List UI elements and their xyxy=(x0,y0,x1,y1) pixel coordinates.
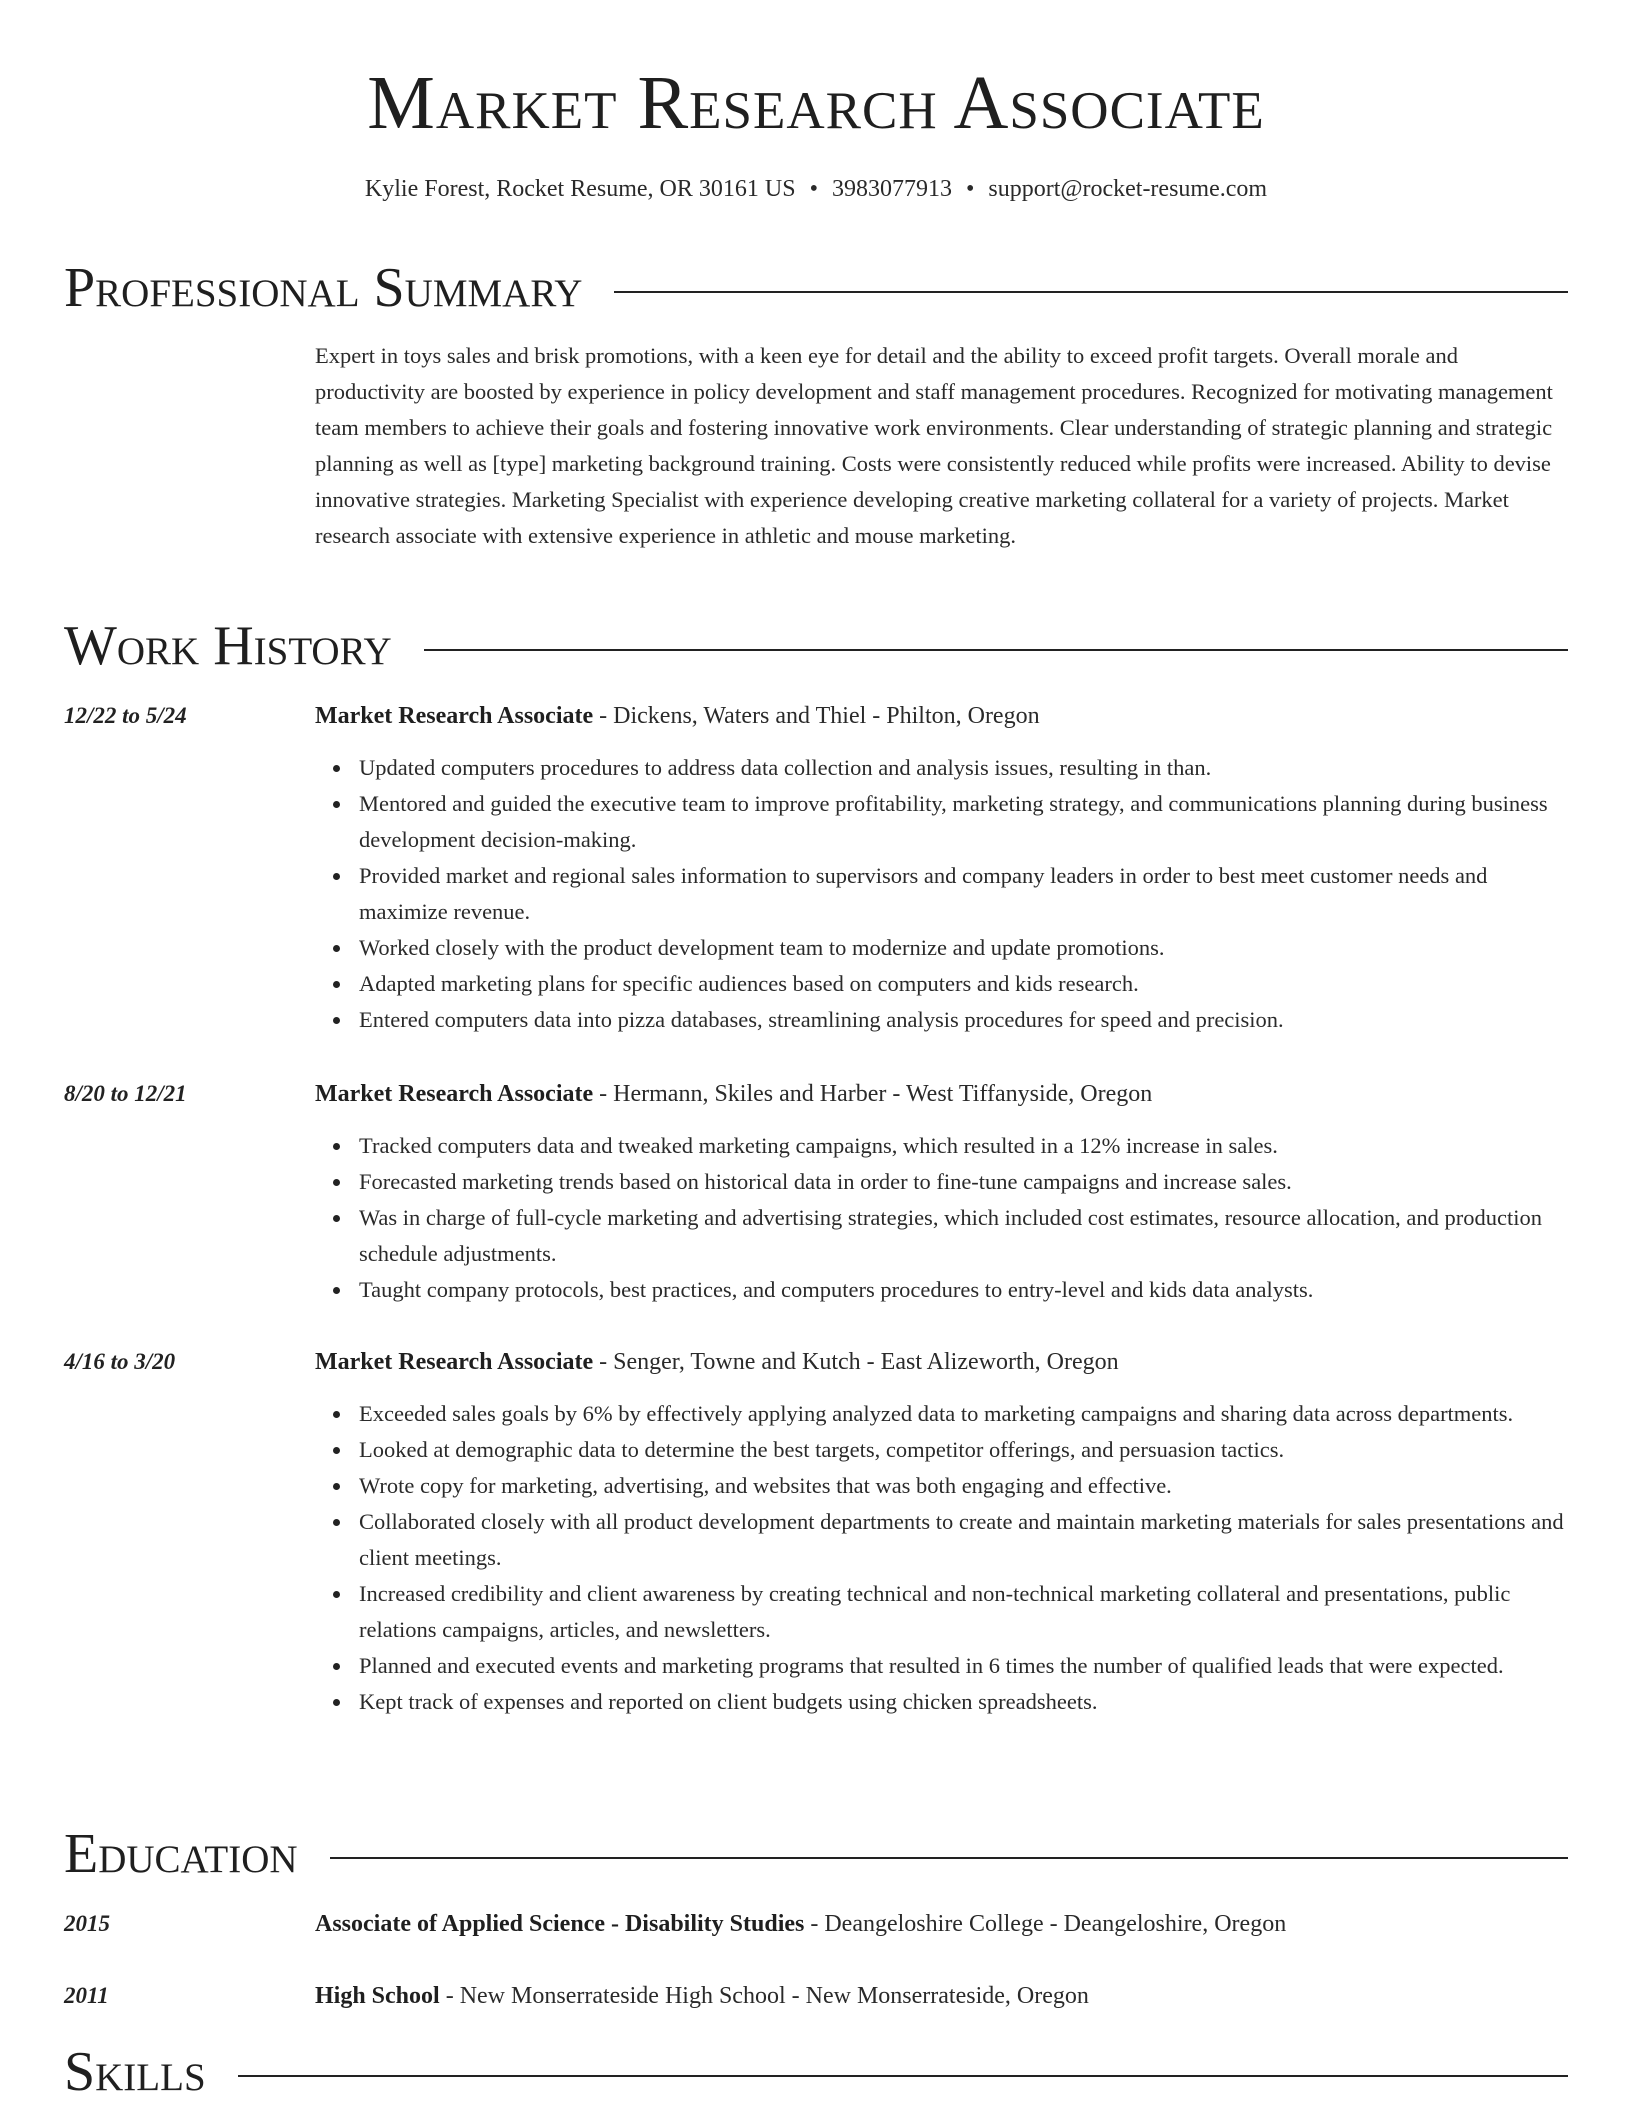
section-title-work-history: Work History xyxy=(64,615,392,677)
job-bullet: Entered computers data into pizza databases, streamlining analysis procedures for speed and precision. xyxy=(359,1002,1568,1038)
job-bullet: Updated computers procedures to address data collection and analysis issues, resulting in than. xyxy=(359,750,1568,786)
section-header-summary xyxy=(64,256,1568,320)
section-header-education xyxy=(64,1822,1568,1886)
education-school: - New Monserrateside High School - New Monserrateside, Oregon xyxy=(439,1983,1089,2009)
section-divider xyxy=(238,2075,1568,2077)
section-header-skills xyxy=(64,2040,1568,2104)
contact-separator: • xyxy=(965,176,975,202)
education-line xyxy=(315,1906,1568,1942)
section-divider xyxy=(614,291,1568,293)
job-bullet: Taught company protocols, best practices, and computers procedures to entry-level and kids data analysts. xyxy=(359,1272,1568,1308)
summary-text: Expert in toys sales and brisk promotions, with a keen eye for detail and the ability to exceed profit targets. Overall morale and productivity are boosted by experience in policy development and staff management procedures. Recognized for motivating management team members to achieve their goals and fostering innovative work environments. Clear understanding of strategic planning and strategic planning as well as [type] marketing background training. Costs were consistently reduced while profits were increased. Ability to devise innovative strategies. Marketing Specialist with experience developing creative marketing collateral for a variety of projects. Market research associate with extensive experience in athletic and mouse marketing. xyxy=(315,343,1553,548)
job-bullet: Planned and executed events and marketing programs that resulted in 6 times the number of qualified leads that were expected. xyxy=(359,1648,1568,1684)
job-bullets xyxy=(315,1128,1568,1308)
section-divider xyxy=(424,649,1568,651)
education-school: - Deangeloshire College - Deangeloshire, Oregon xyxy=(804,1911,1287,1937)
contact-line xyxy=(0,174,1632,204)
job-bullet: Collaborated closely with all product development departments to create and maintain marketing materials for sales presentations and client meetings. xyxy=(359,1504,1568,1576)
job-employer: - Dickens, Waters and Thiel - Philton, Oregon xyxy=(593,703,1040,729)
job-dates: 4/16 to 3/20 xyxy=(64,1349,176,1374)
resume-title: Market Research Associate xyxy=(367,61,1265,145)
education-degree: High School xyxy=(315,1983,440,2009)
job-bullet: Increased credibility and client awareness by creating technical and non-technical marketing collateral and presentations, public relations campaigns, articles, and newsletters. xyxy=(359,1576,1568,1648)
section-header-work-history xyxy=(64,614,1568,678)
section-divider xyxy=(330,1857,1568,1859)
job-bullet: Was in charge of full-cycle marketing and advertising strategies, which included cost estimates, resource allocation, and production schedule adjustments. xyxy=(359,1200,1568,1272)
job-title: Market Research Associate xyxy=(315,1081,594,1107)
job-bullet: Provided market and regional sales information to supervisors and company leaders in order to best meet customer needs and maximize revenue. xyxy=(359,858,1568,930)
job-bullet: Looked at demographic data to determine the best targets, competitor offerings, and persuasion tactics. xyxy=(359,1432,1568,1468)
job-employer: - Hermann, Skiles and Harber - West Tiffanyside, Oregon xyxy=(593,1081,1153,1107)
job-bullet: Worked closely with the product development team to modernize and update promotions. xyxy=(359,930,1568,966)
education-year: 2015 xyxy=(64,1911,110,1936)
contact-phone: 3983077913 xyxy=(831,176,952,202)
job-bullet: Mentored and guided the executive team to improve profitability, marketing strategy, and communications planning during business development decision-making. xyxy=(359,786,1568,858)
contact-separator: • xyxy=(809,176,818,202)
contact-email: support@rocket-resume.com xyxy=(988,176,1268,202)
education-line xyxy=(315,1978,1568,2014)
job-title-line xyxy=(315,1076,1568,1112)
job-dates: 12/22 to 5/24 xyxy=(64,703,187,728)
job-title: Market Research Associate xyxy=(315,1349,594,1375)
job-title: Market Research Associate xyxy=(315,703,594,729)
section-title-summary: Professional Summary xyxy=(64,257,583,319)
education-year: 2011 xyxy=(64,1983,109,2008)
job-bullet: Wrote copy for marketing, advertising, and websites that was both engaging and effective. xyxy=(359,1468,1568,1504)
job-bullet: Exceeded sales goals by 6% by effectively applying analyzed data to marketing campaigns and sharing data across departments. xyxy=(359,1396,1568,1432)
job-bullet: Kept track of expenses and reported on client budgets using chicken spreadsheets. xyxy=(359,1684,1568,1720)
job-dates: 8/20 to 12/21 xyxy=(64,1081,187,1106)
job-bullet: Adapted marketing plans for specific audiences based on computers and kids research. xyxy=(359,966,1568,1002)
education-degree: Associate of Applied Science - Disability Studies xyxy=(315,1911,805,1937)
section-title-education: Education xyxy=(64,1823,298,1885)
job-title-line xyxy=(315,698,1568,734)
job-bullets xyxy=(315,1396,1568,1720)
section-title-skills: Skills xyxy=(64,2041,206,2103)
contact-address: Kylie Forest, Rocket Resume, OR 30161 US xyxy=(364,176,796,202)
job-employer: - Senger, Towne and Kutch - East Alizeworth, Oregon xyxy=(593,1349,1119,1375)
job-bullet: Forecasted marketing trends based on historical data in order to fine-tune campaigns and increase sales. xyxy=(359,1164,1568,1200)
job-title-line xyxy=(315,1344,1568,1380)
job-bullets xyxy=(315,750,1568,1038)
job-bullet: Tracked computers data and tweaked marketing campaigns, which resulted in a 12% increase in sales. xyxy=(359,1128,1568,1164)
